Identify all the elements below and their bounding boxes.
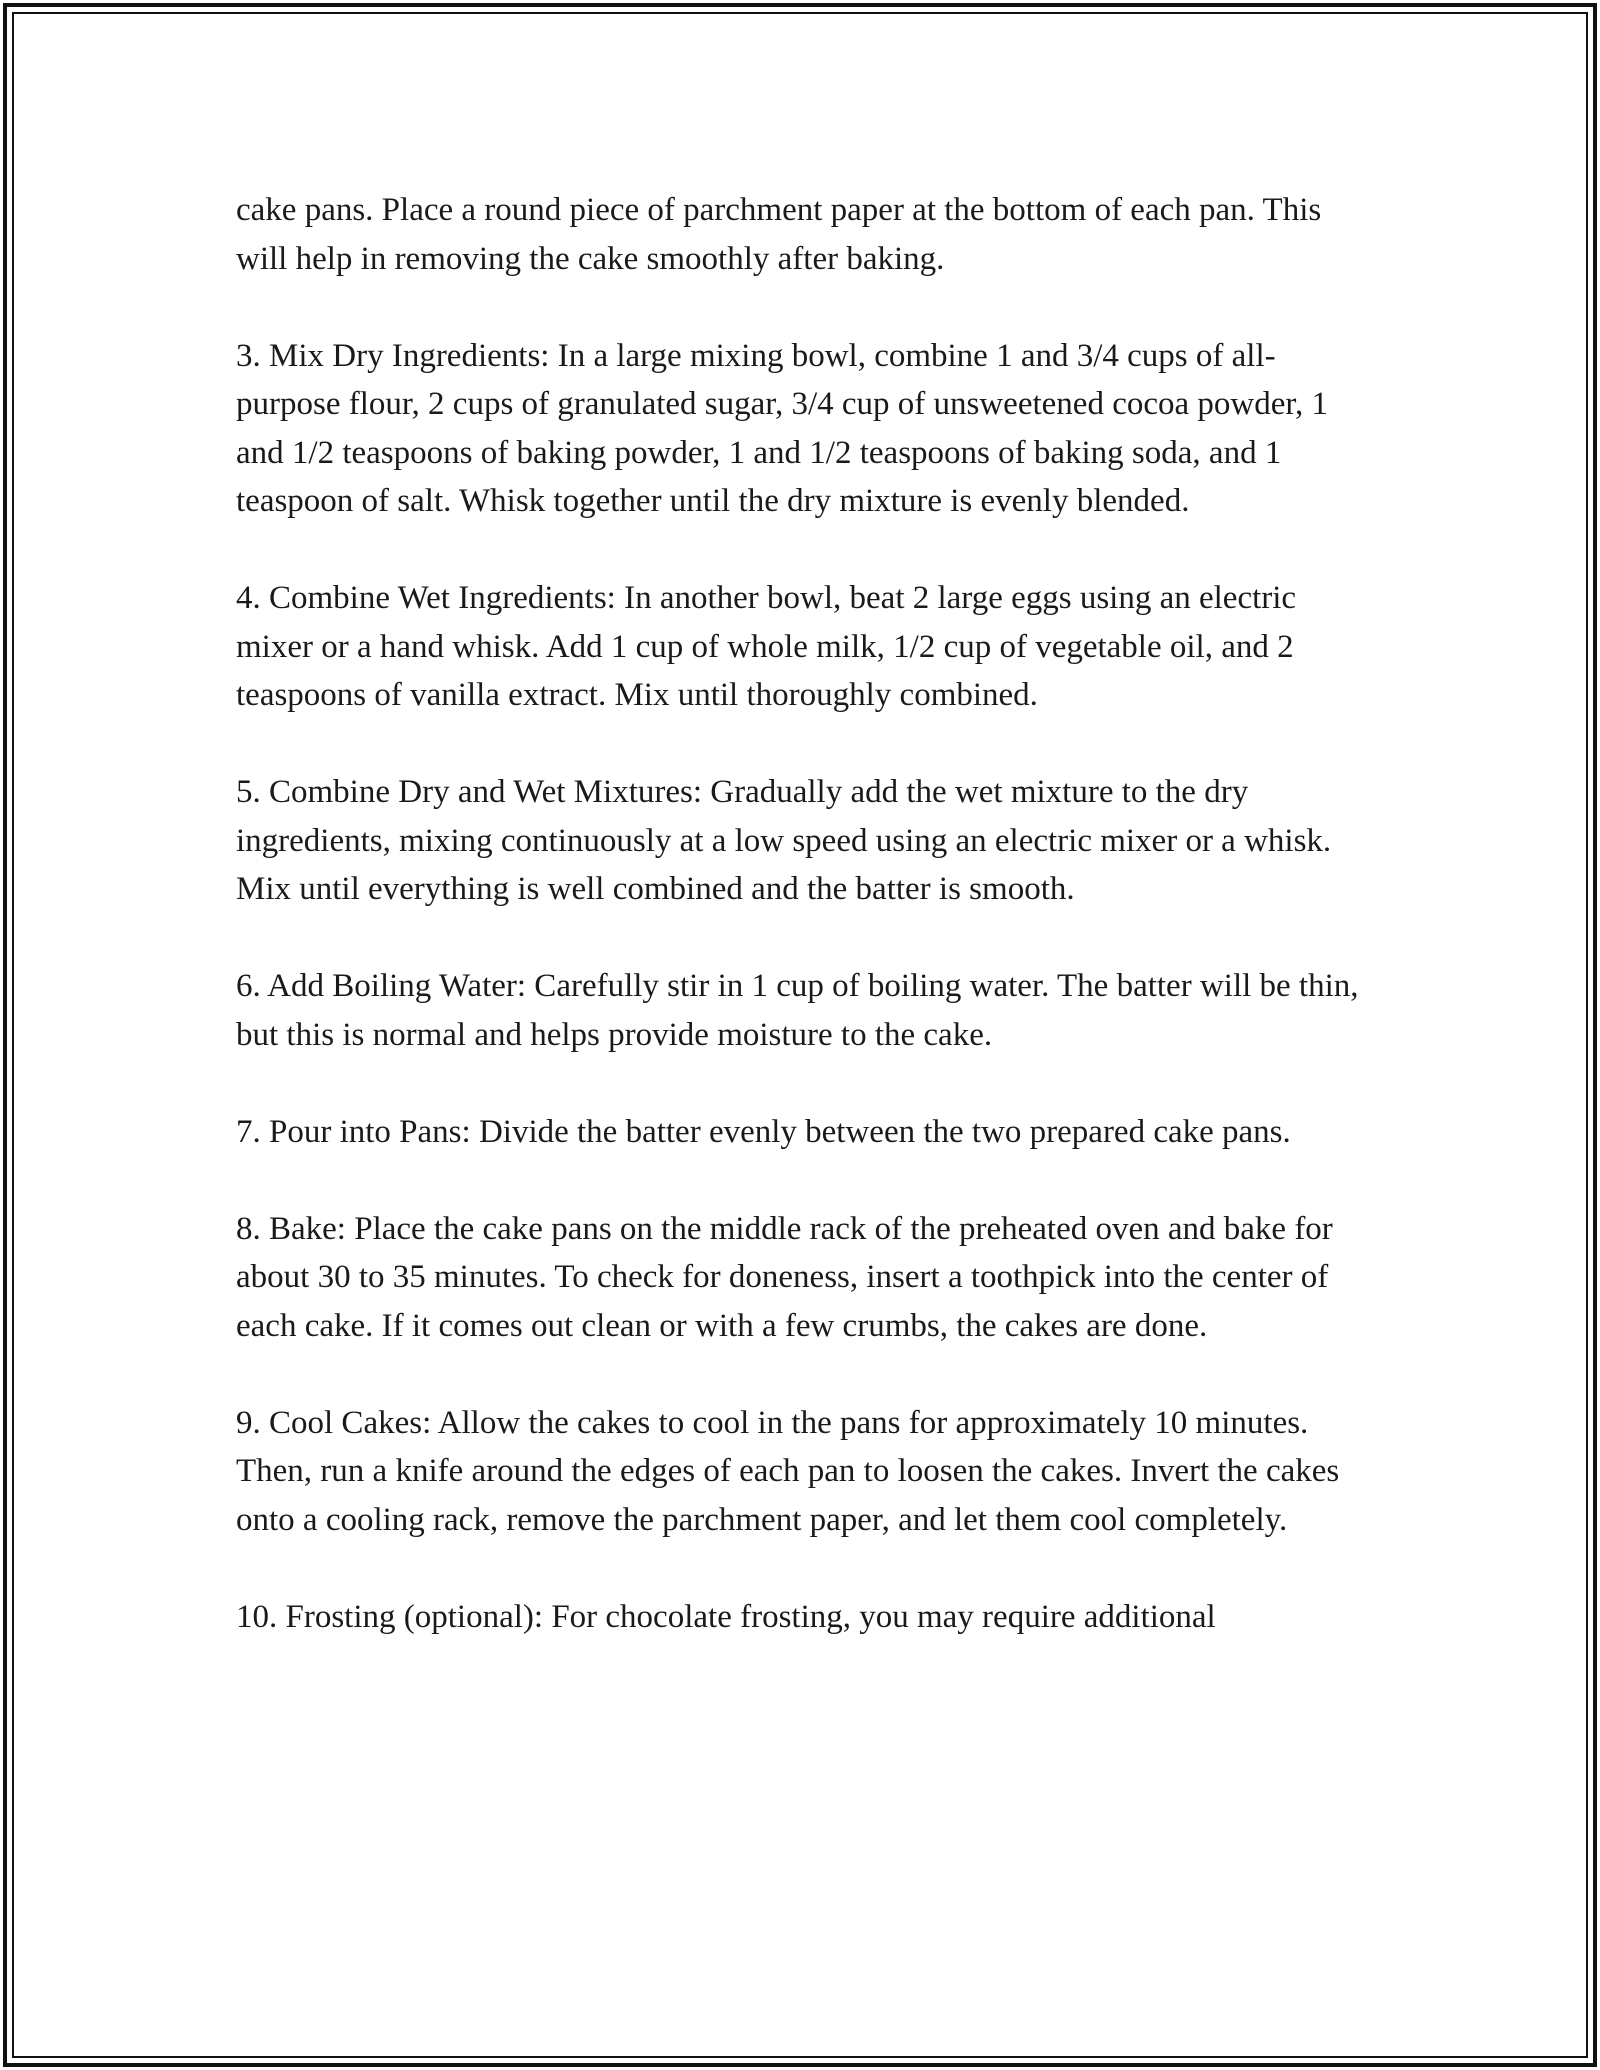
step-8-bake: 8. Bake: Place the cake pans on the middle rack of the preheated oven and bake for about 30 to 35 minutes. To check for doneness, insert a toothpick into the center of each cake. If it comes out clean or with a few crumbs, the cakes are done. [236, 1210, 1333, 1344]
step-9-cool-cakes: 9. Cool Cakes: Allow the cakes to cool in the pans for approximately 10 minutes. Then, run a knife around the edges of each pan to loosen the cakes. Invert the cakes onto a cooling rack, remove the parchment paper, and let them cool completely. [236, 1404, 1340, 1538]
step-10-frosting: 10. Frosting (optional): For chocolate frosting, you may require additional [236, 1598, 1216, 1635]
step-5-combine-mixtures: 5. Combine Dry and Wet Mixtures: Gradually add the wet mixture to the dry ingredients, mixing continuously at a low speed using an electric mixer or a whisk. Mix until everything is well combined and the batter is smooth. [236, 774, 1332, 907]
paragraph-prep-pans-continued: cake pans. Place a round piece of parchment paper at the bottom of each pan. This will help in removing the cake smoothly after baking. [236, 192, 1322, 277]
recipe-instructions [236, 186, 1376, 1641]
step-6-add-boiling-water: 6. Add Boiling Water: Carefully stir in 1 cup of boiling water. The batter will be thin, but this is normal and helps provide moisture to the cake. [236, 968, 1359, 1053]
step-4-combine-wet-ingredients: 4. Combine Wet Ingredients: In another bowl, beat 2 large eggs using an electric mixer or a hand whisk. Add 1 cup of whole milk, 1/2 cup of vegetable oil, and 2 teaspoons of vanilla extract. Mix until thoroughly combined. [236, 580, 1297, 713]
step-7-pour-into-pans: 7. Pour into Pans: Divide the batter evenly between the two prepared cake pans. [236, 1113, 1291, 1150]
step-3-mix-dry-ingredients: 3. Mix Dry Ingredients: In a large mixing bowl, combine 1 and 3/4 cups of all-purpose flour, 2 cups of granulated sugar, 3/4 cup of unsweetened cocoa powder, 1 and 1/2 teaspoons of baking powder, 1 and 1/2 teaspoons of baking soda, and 1 teaspoon of salt. Whisk together until the dry mixture is evenly blended. [236, 337, 1329, 519]
